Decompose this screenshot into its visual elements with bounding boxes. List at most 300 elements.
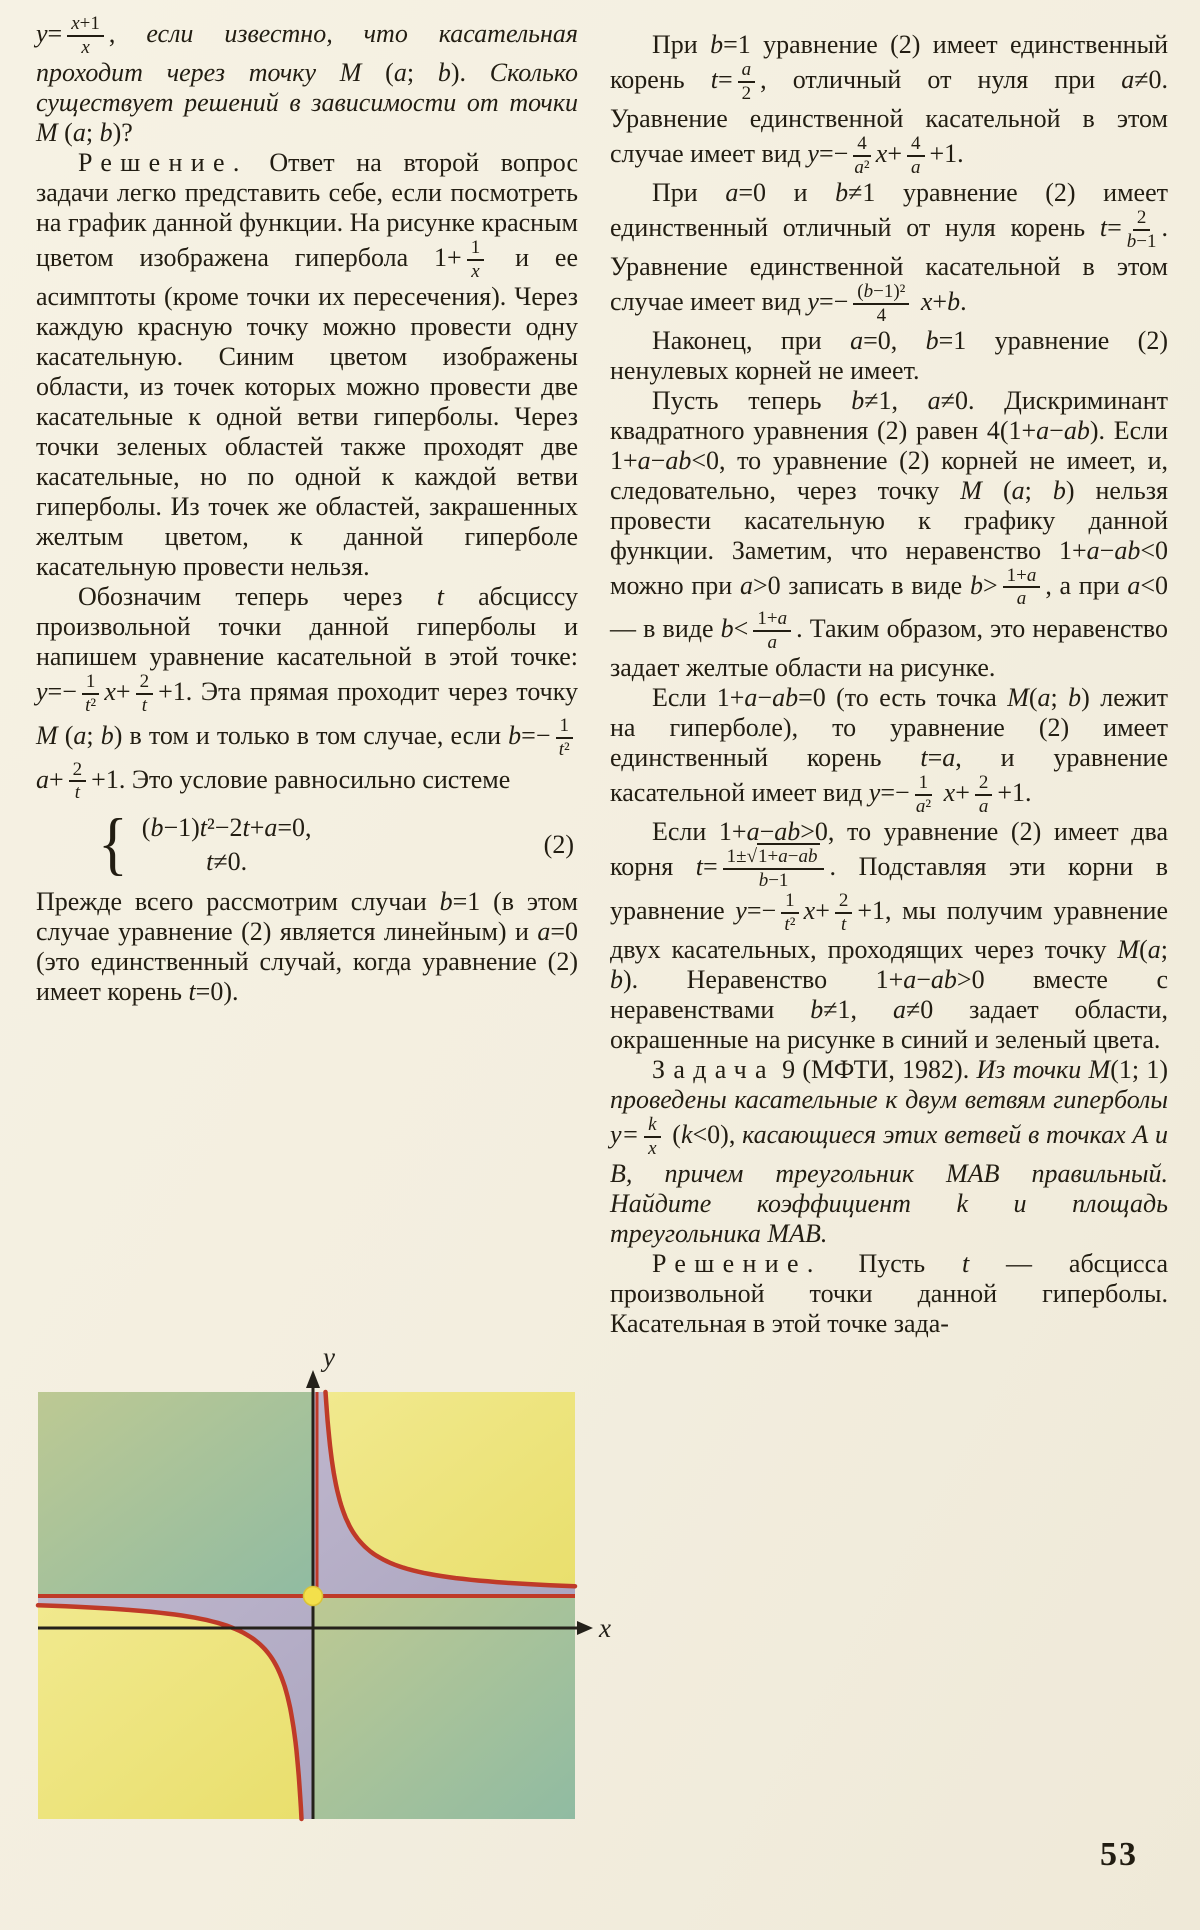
text-run: , и уравнение касательной имеет вид: [610, 743, 1168, 808]
italic-text: x: [71, 13, 80, 34]
text-run: =0 (то есть точка: [798, 683, 1008, 713]
fraction: [907, 134, 925, 178]
text-run: +: [955, 778, 970, 808]
fraction-denominator: [1127, 231, 1157, 252]
italic-text: ab: [1063, 415, 1090, 445]
text-run: ;: [1050, 683, 1069, 713]
italic-text: k: [648, 1113, 657, 1135]
fraction-denominator: [75, 782, 80, 803]
italic-text: a: [1121, 64, 1135, 94]
right-column: [610, 30, 1168, 1339]
text-run: ≠1,: [864, 385, 928, 415]
x-axis-arrow: [577, 1621, 593, 1635]
text-run: >0, то уравнение (2) имеет два корня: [610, 817, 1168, 882]
text-run: (: [1139, 934, 1148, 964]
fraction-numerator: [1133, 208, 1151, 231]
italic-text: x: [104, 676, 116, 706]
text-run: −: [759, 817, 775, 847]
letterspaced-word: Решение.: [652, 1248, 822, 1278]
text-run: (: [64, 117, 73, 147]
text-run: ²: [789, 913, 796, 935]
fraction-denominator: [784, 914, 795, 935]
italic-text: М: [1117, 934, 1140, 964]
italic-text: b: [851, 385, 865, 415]
italic-text: y: [36, 676, 48, 706]
paragraph: [610, 1055, 1168, 1249]
text-run: +: [115, 676, 131, 706]
text-run: ;: [406, 57, 438, 87]
italic-text: b: [150, 813, 164, 843]
italic-text: М: [1007, 683, 1029, 713]
text-run: <0 — в виде: [610, 570, 1169, 644]
italic-text: t: [961, 1248, 970, 1278]
text-run: =0 (это единственный случай, когда уравнение (2) имеет корень: [36, 917, 578, 1007]
fraction: [723, 847, 825, 891]
text-run: +: [49, 764, 64, 794]
paragraph: [610, 326, 1168, 386]
text-run: 2: [741, 82, 752, 104]
text-run: =: [717, 64, 733, 94]
text-run: +: [887, 138, 902, 168]
text-run: −: [787, 846, 799, 868]
asymptote-intersection-dot: [304, 1587, 323, 1606]
text-run: +1. Эта прямая проходит через точку: [158, 676, 578, 706]
fraction-numerator: [644, 1115, 660, 1138]
text-run: +1.: [929, 138, 964, 168]
fraction-denominator: [1017, 588, 1027, 609]
fraction: [753, 609, 791, 653]
italic-text: a: [1127, 570, 1141, 600]
system-equation-line: [142, 811, 312, 845]
text-run: .: [960, 286, 967, 316]
text-run: 1+: [758, 846, 779, 868]
fraction-numerator: [781, 891, 799, 914]
text-run: −: [650, 445, 666, 475]
text-run: −: [1099, 535, 1115, 565]
italic-text: b: [1126, 230, 1137, 252]
text-run: <: [733, 614, 749, 644]
italic-text: t: [436, 581, 444, 611]
fraction-denominator: [854, 157, 869, 178]
text-run: +1, мы получим уравнение двух касательных, проходящих через точку: [610, 895, 1168, 964]
paragraph: [610, 30, 1168, 178]
italic-text: Из точки М: [976, 1054, 1111, 1084]
fraction: [1127, 208, 1157, 252]
italic-text: x: [648, 1137, 657, 1159]
fraction-denominator: [471, 261, 479, 282]
text-run: Пусть теперь: [652, 385, 852, 415]
text-run: ≠0.: [213, 847, 248, 877]
text-run: =: [1107, 212, 1122, 242]
text-run: ).: [450, 57, 467, 87]
fraction-numerator: [738, 60, 756, 83]
text-run: −1: [1136, 230, 1157, 252]
text-run: +1. Это условие равносильно системе: [91, 764, 511, 794]
text-run: ²: [90, 694, 97, 716]
text-run: 1: [918, 772, 929, 794]
italic-text: t: [710, 64, 718, 94]
italic-text: a: [1016, 588, 1027, 610]
text-run: =: [927, 743, 943, 773]
system-brace: {: [98, 806, 128, 883]
text-run: =0 и: [738, 177, 836, 207]
text-run: ≠0. Уравнение единственной касательной в этом случае имеет вид: [610, 64, 1169, 168]
italic-text: y: [36, 18, 48, 48]
italic-text: Сколько существует решений в зависимости от точки М: [36, 57, 578, 147]
text-run: −: [757, 683, 773, 713]
text-run: , а при: [1045, 570, 1128, 600]
text-run: ²−2: [207, 813, 243, 843]
italic-text: t: [74, 782, 81, 804]
text-run: 4: [857, 132, 867, 154]
fraction-numerator: [853, 134, 871, 157]
fraction-denominator: [877, 305, 887, 326]
fraction: [738, 60, 756, 104]
fraction-denominator: [559, 739, 570, 760]
fraction-numerator: [1003, 566, 1041, 589]
paragraph: [610, 683, 1168, 817]
text-run: =−: [880, 778, 910, 808]
text-run: −: [916, 964, 931, 994]
paragraph: [36, 887, 578, 1007]
italic-text: b: [758, 870, 769, 892]
text-run: −1)²: [873, 280, 906, 302]
italic-text: a: [854, 156, 864, 178]
text-run: 2: [1136, 206, 1147, 228]
fraction: [975, 773, 993, 817]
text-run: При: [652, 177, 726, 207]
italic-text: b: [437, 57, 451, 87]
text-run: 1+: [757, 608, 778, 630]
letterspaced-word: Решение.: [78, 147, 248, 177]
text-run: ;: [86, 720, 101, 750]
fraction-denominator: [979, 796, 989, 817]
text-run: и ее асимптоты (кроме точки их пересечения). Через каждую красную точку можно провести одну касательную. Синим цветом изображены области, из точек которых можно провести две касательные к одной ветви гиперболы. Через точки зеленых областей также проходят две касательные, но по одной к каждой ветви гиперболы. Из точек же областей, закрашенных желтым цветом, к данной гиперболе касательную провести нельзя.: [36, 242, 578, 581]
italic-text: a: [1086, 535, 1100, 565]
fraction: [781, 891, 799, 935]
text-run: Если 1+: [652, 683, 745, 713]
equation-system: [36, 806, 578, 883]
italic-text: b: [439, 887, 453, 917]
text-run: 2: [139, 670, 150, 692]
paragraph: [610, 817, 1168, 1055]
italic-text: a: [927, 385, 941, 415]
italic-text: x: [920, 286, 933, 316]
italic-text: x: [471, 260, 480, 282]
italic-text: t: [85, 694, 91, 716]
fraction-numerator: [835, 891, 853, 914]
fraction: [136, 672, 154, 716]
text-run: Пусть: [821, 1248, 962, 1278]
text-run: 1: [470, 236, 481, 258]
paragraph: [610, 178, 1168, 326]
italic-text: a: [393, 57, 407, 87]
italic-text: b: [610, 964, 623, 994]
italic-text: a: [911, 156, 921, 178]
text-run: =: [47, 18, 63, 48]
italic-text: a: [942, 743, 956, 773]
text-run: . Уравнение единственной касательной в этом случае имеет вид: [610, 212, 1168, 316]
fraction-numerator: [67, 14, 104, 37]
fraction-denominator: [841, 914, 846, 935]
italic-text: a: [725, 177, 739, 207]
italic-text: t: [920, 743, 928, 773]
letterspaced-word: Задача: [652, 1054, 775, 1084]
fraction: [835, 891, 853, 935]
italic-text: t: [199, 813, 207, 843]
text-run: (: [981, 475, 1012, 505]
italic-text: ab: [930, 964, 957, 994]
italic-text: a: [903, 964, 917, 994]
italic-text: a: [1147, 934, 1161, 964]
italic-text: b: [863, 280, 874, 302]
text-run: 1±: [726, 846, 747, 868]
italic-text: ab: [774, 817, 801, 847]
text-run: =−: [521, 720, 551, 750]
italic-text: y: [735, 895, 747, 925]
text-run: 9 (МФТИ, 1982).: [774, 1054, 977, 1084]
italic-text: t: [1099, 212, 1108, 242]
fraction-numerator: [853, 282, 909, 305]
text-run: =: [703, 852, 718, 882]
fraction-denominator: [911, 157, 921, 178]
italic-text: ab: [772, 683, 799, 713]
text-run: 4: [876, 304, 887, 326]
text-run: Прежде всего рассмотрим случаи: [36, 887, 440, 917]
italic-text: k: [680, 1119, 693, 1149]
italic-text: x: [81, 36, 90, 58]
text-run: −1: [768, 870, 789, 892]
region-green-upper-left: [38, 1392, 313, 1596]
fraction: [915, 773, 933, 817]
italic-text: ab: [665, 445, 692, 475]
italic-text: b: [508, 720, 522, 750]
paragraph: [36, 148, 578, 582]
text-run: ) нельзя провести касательную к графику данной функции. Заметим, что неравенство 1+: [610, 475, 1168, 565]
fraction-numerator: [753, 609, 791, 632]
text-run: При: [652, 30, 711, 59]
text-run: , отличный от нуля при: [760, 64, 1122, 94]
text-run: =0).: [195, 977, 239, 1007]
system-equations: [142, 811, 312, 879]
italic-text: М: [36, 720, 58, 750]
italic-text: a: [1026, 564, 1037, 586]
fraction-numerator: [82, 672, 100, 695]
fraction: [467, 238, 485, 282]
text-run: Если 1+: [652, 817, 747, 847]
italic-text: ab: [798, 846, 818, 868]
fraction: [853, 282, 909, 326]
text-run: . Подставляя эти корни в уравнение: [610, 852, 1168, 925]
text-run: =−: [47, 676, 77, 706]
italic-text: a: [767, 632, 777, 654]
text-run: ,: [108, 18, 147, 48]
text-run: ²: [925, 796, 932, 818]
text-run: =1 уравнение (2) ненулевых корней не имеет.: [610, 325, 1168, 385]
text-run: −: [1049, 415, 1064, 445]
text-run: 4: [911, 132, 921, 154]
text-run: <0, то уравнение (2) корней не имеет, и, следовательно, через точку: [610, 445, 1168, 505]
system-equation-line: [142, 845, 312, 879]
italic-text: a: [537, 917, 551, 947]
radical-sign: √: [746, 846, 758, 868]
text-run: абсциссу произвольной точки данной гиперболы и напишем уравнение касательной в этой точке:: [36, 581, 578, 671]
italic-text: a: [777, 608, 788, 630]
italic-text: a: [744, 683, 758, 713]
italic-text: a: [892, 994, 906, 1024]
fraction: [67, 14, 104, 58]
text-run: =0,: [863, 325, 926, 355]
text-run: — абсцисса произвольной точки данной гиперболы. Касательная в этой точке зада-: [610, 1248, 1168, 1338]
text-run: ) в том и только в том случае, если: [113, 720, 509, 750]
text-run: 2: [978, 772, 989, 794]
text-run: ≠1 уравнение (2) имеет единственный отличный от нуля корень: [610, 177, 1168, 242]
fraction-numerator: [915, 773, 933, 796]
italic-text: x: [803, 895, 816, 925]
paragraph: [610, 386, 1168, 684]
italic-text: a: [637, 445, 651, 475]
italic-text: b: [99, 117, 113, 147]
italic-text: a: [778, 846, 788, 868]
text-run: =−: [818, 286, 849, 316]
fraction-numerator: [556, 716, 574, 739]
text-run: 2: [838, 890, 849, 911]
italic-text: a: [72, 117, 86, 147]
italic-text: a: [1011, 475, 1025, 505]
italic-text: y: [807, 138, 819, 168]
italic-text: t: [141, 694, 147, 716]
text-run: ²: [863, 156, 870, 178]
text-run: =1 (в этом случае уравнение (2) является линейным) и: [36, 887, 578, 947]
paragraph: [36, 582, 578, 804]
paragraph: [36, 14, 578, 148]
italic-text: a: [850, 325, 864, 355]
text-run: ;: [1024, 475, 1053, 505]
text-run: =−: [818, 138, 849, 168]
fraction-denominator: [742, 83, 752, 104]
italic-text: проведены касательные к двум ветвям гиперболы y=: [610, 1084, 1168, 1149]
fraction: [82, 672, 100, 716]
text-run: )?: [112, 117, 133, 147]
italic-text: a: [746, 817, 760, 847]
fraction-numerator: [467, 238, 485, 261]
paragraph: [610, 1249, 1168, 1339]
y-axis-arrow: [306, 1370, 320, 1388]
text-run: >: [982, 570, 998, 600]
italic-text: a: [36, 764, 49, 794]
italic-text: y: [807, 286, 819, 316]
text-run: ) лежит на гиперболе), то уравнение (2) имеет единственный корень: [610, 683, 1168, 773]
italic-text: М: [960, 475, 982, 505]
italic-text: y: [868, 778, 881, 808]
y-axis-label: y: [323, 1342, 335, 1372]
text-run: >0 записать в виде: [752, 570, 970, 600]
text-run: =−: [746, 895, 777, 925]
italic-text: t: [695, 852, 703, 882]
text-run: Ответ на второй вопрос задачи легко представить себе, если посмотреть на график данной функции. На рисунке красным цветом изображена гипербола 1+: [36, 147, 578, 272]
fraction-numerator: [723, 847, 825, 870]
equation-number: (2): [543, 830, 574, 860]
fraction: [644, 1115, 660, 1159]
square-root: [747, 843, 821, 867]
italic-text: b: [720, 614, 734, 644]
italic-text: t: [840, 913, 847, 935]
text-run: <0 можно при: [610, 535, 1168, 600]
italic-text: a: [741, 59, 752, 80]
text-run: (1; 1): [1110, 1054, 1168, 1084]
fraction-denominator: [759, 870, 789, 891]
text-run: 1: [785, 890, 795, 911]
italic-text: t: [558, 738, 565, 760]
radicand: [757, 843, 820, 867]
fraction: [853, 134, 871, 178]
italic-text: b: [947, 286, 961, 316]
italic-text: t: [242, 813, 250, 843]
text-run: (: [857, 280, 864, 302]
text-run: =1 уравнение (2) имеет единственный корень: [610, 30, 1168, 94]
text-run: −1): [163, 813, 200, 843]
text-run: +: [815, 895, 830, 925]
italic-text: b: [710, 30, 724, 59]
italic-text: b: [1068, 683, 1082, 713]
fraction-denominator: [142, 695, 147, 716]
text-run: ). Неравенство 1+: [623, 964, 904, 994]
italic-text: касающиеся этих ветвей в точках А и В, причем треугольник МАВ правильный. Найдите коэффициент k и площадь треугольника МАВ.: [610, 1119, 1168, 1248]
italic-text: t: [188, 977, 196, 1007]
text-run: ;: [85, 117, 100, 147]
text-run: (: [57, 720, 74, 750]
italic-text: t: [784, 913, 790, 935]
fraction: [1003, 566, 1041, 610]
italic-text: если известно, что касательная проходит через точку М: [36, 18, 578, 87]
text-run: (: [141, 813, 151, 843]
italic-text: a: [915, 796, 926, 818]
text-run: ≠0. Дискриминант квадратного уравнения (2) равен 4(1+: [610, 385, 1168, 445]
fraction-numerator: [907, 134, 925, 157]
text-run: . Таким образом, это неравенство задает желтые области на рисунке.: [610, 614, 1168, 683]
text-run: (: [385, 57, 394, 87]
italic-text: b: [969, 570, 983, 600]
italic-text: a: [264, 813, 278, 843]
text-run: (: [1028, 683, 1038, 713]
text-run: >0 вместе с неравенствами: [610, 964, 1168, 1024]
text-run: Наконец, при: [652, 325, 851, 355]
text-run: +: [932, 286, 948, 316]
left-column: [36, 14, 578, 1007]
italic-text: b: [1052, 475, 1066, 505]
fraction-numerator: [136, 672, 154, 695]
x-axis-label: x: [599, 1613, 611, 1643]
text-run: +1.: [997, 778, 1032, 808]
text-run: 2: [72, 758, 83, 780]
text-run: (: [672, 1119, 681, 1149]
italic-text: t: [206, 847, 214, 877]
fraction-denominator: [81, 37, 89, 58]
text-run: =0,: [277, 813, 312, 843]
text-run: ²: [564, 738, 570, 760]
fraction: [556, 716, 574, 760]
italic-text: a: [73, 720, 87, 750]
fraction-numerator: [975, 773, 993, 796]
fraction-denominator: [916, 796, 931, 817]
fraction-denominator: [85, 695, 96, 716]
fraction-denominator: [648, 1138, 656, 1159]
text-run: 1: [85, 670, 96, 692]
italic-text: x: [943, 778, 956, 808]
text-run: ≠0 задает области, окрашенные на рисунке в синий и зеленый цвета.: [610, 994, 1168, 1054]
italic-text: a: [1036, 415, 1050, 445]
text-run: ≠1,: [823, 994, 893, 1024]
